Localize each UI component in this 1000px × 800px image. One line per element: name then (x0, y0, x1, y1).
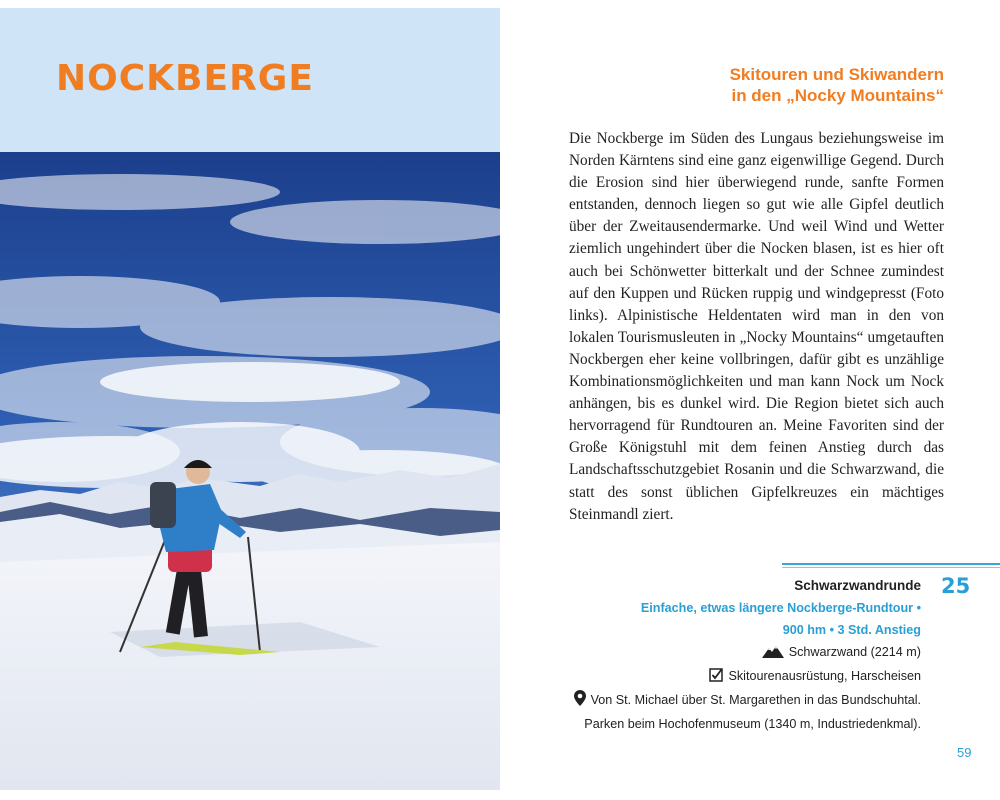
tour-start-line-2: Parken beim Hochofenmuseum (1340 m, Industriedenkmal). (584, 717, 921, 731)
chapter-subtitle (614, 64, 944, 106)
mountain-icon (762, 643, 784, 665)
tour-start-line-1: Von St. Michael über St. Margarethen in das Bundschuhtal. (590, 693, 921, 707)
tour-divider-secondary (782, 567, 1000, 568)
ski-tour-photo (0, 152, 500, 790)
tour-name: Schwarzwandrunde (794, 578, 921, 593)
tour-start-row (491, 689, 921, 713)
tour-number: 25 (941, 574, 971, 598)
tour-summit: Schwarzwand (2214 m) (788, 645, 921, 659)
location-pin-icon (574, 690, 586, 713)
page-number: 59 (957, 745, 972, 760)
subtitle-line-1: Skitouren und Skiwandern (729, 65, 944, 84)
tour-equipment: Skitourenausrüstung, Harscheisen (728, 669, 921, 683)
tour-info-box (491, 575, 921, 735)
body-paragraph: Die Nockberge im Süden des Lungaus beziehungsweise im Norden Kärntens sind eine ganz eigenwillige Gegend. Durch die Erosion sind hier überwiegend runde, sanfte Formen entstanden, dennoch liegen so gut wie alle Gipfel deutlich über der Zweitausendermarke. Und weil Wind und Wetter ziemlich ungehindert über die Nocken blasen, ist es hier oft auch bei Schönwetter bitterkalt und der Schnee zumindest auf den Kuppen und Rücken ruppig und windgepresst (Foto links). Alpinistische Heldentaten wird man in den von lokalen Tourismusleuten in „Nocky Mountains“ umgetauften Nockbergen eher keine vollbringen, dafür gibt es unzählige Kombinationsmöglichkeiten und man kann Nock um Nock anhängen, bis es dunkel wird. Die Region bietet sich auch hervorragend für Rundtouren an. Meine Favoriten sind der Große Königstuhl mit dem feinen Anstieg durch das Landschaftsschutzgebiet Rosanin und die Schwarzwand, die statt des sonst üblichen Gipfelkreuzes ein mächtiges Steinmandl ziert. (569, 130, 944, 523)
tour-equipment-row (491, 665, 921, 689)
chapter-title: NOCKBERGE (56, 58, 314, 99)
checkbox-icon (709, 667, 723, 689)
tour-stats: 900 hm • 3 Std. Anstieg (782, 623, 921, 637)
subtitle-line-2: in den „Nocky Mountains“ (731, 86, 944, 105)
tour-divider (782, 563, 1000, 565)
tour-description: Einfache, etwas längere Nockberge-Rundtour • (640, 601, 921, 615)
tour-summit-row (491, 641, 921, 665)
